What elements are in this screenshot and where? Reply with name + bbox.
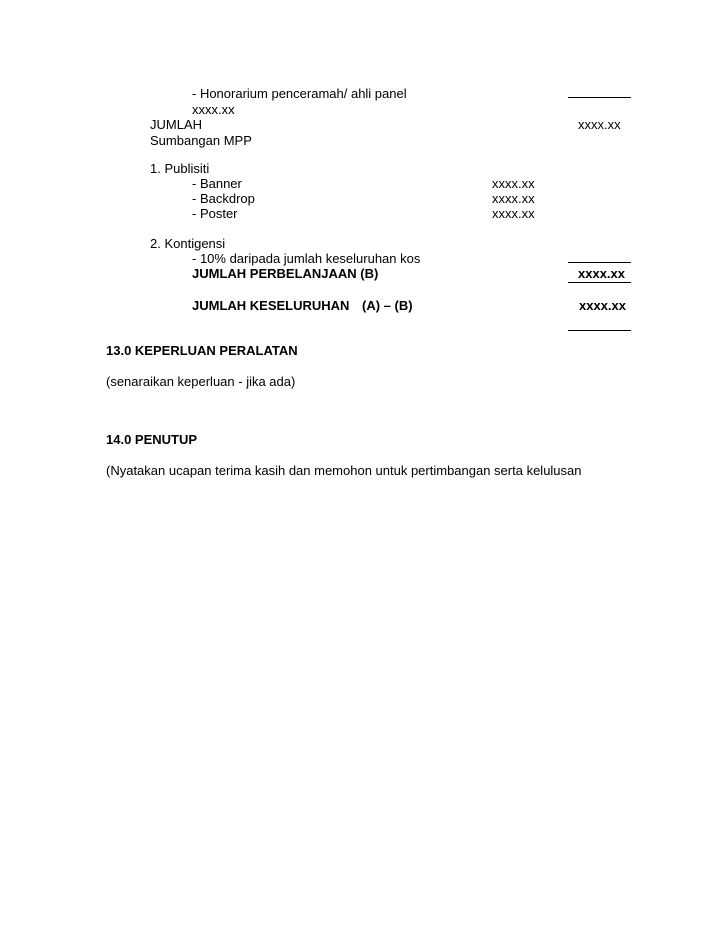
section-14-heading: 14.0 PENUTUP xyxy=(106,432,198,447)
keseluruhan-amount: xxxx.xx xyxy=(579,298,626,313)
underline-rule xyxy=(568,330,631,331)
sumbangan-label: Sumbangan MPP xyxy=(150,133,252,148)
section-13-body: (senaraikan keperluan - jika ada) xyxy=(106,374,296,389)
honorarium-amount: xxxx.xx xyxy=(192,102,235,117)
kontigensi-line: - 10% daripada jumlah keseluruhan kos xyxy=(192,251,421,266)
publisiti-item-banner-amount: xxxx.xx xyxy=(492,176,535,191)
publisiti-item-poster-amount: xxxx.xx xyxy=(492,206,535,221)
publisiti-item-backdrop-amount: xxxx.xx xyxy=(492,191,535,206)
perbelanjaan-amount: xxxx.xx xyxy=(578,266,625,281)
underline-rule xyxy=(568,282,631,283)
underline-rule xyxy=(568,262,631,263)
section-13-heading: 13.0 KEPERLUAN PERALATAN xyxy=(106,343,298,358)
kontigensi-heading: 2. Kontigensi xyxy=(150,236,226,251)
publisiti-heading: 1. Publisiti xyxy=(150,161,210,176)
perbelanjaan-label: JUMLAH PERBELANJAAN (B) xyxy=(192,266,379,281)
keseluruhan-label: JUMLAH KESELURUHAN xyxy=(192,298,350,313)
underline-rule xyxy=(568,97,631,98)
publisiti-item-banner: - Banner xyxy=(192,176,242,191)
jumlah-label: JUMLAH xyxy=(150,117,203,132)
keseluruhan-formula: (A) – (B) xyxy=(362,298,413,313)
jumlah-amount: xxxx.xx xyxy=(578,117,621,132)
honorarium-line: - Honorarium penceramah/ ahli panel xyxy=(192,86,407,101)
publisiti-item-backdrop: - Backdrop xyxy=(192,191,255,206)
publisiti-item-poster: - Poster xyxy=(192,206,238,221)
section-14-body: (Nyatakan ucapan terima kasih dan memohon untuk pertimbangan serta kelulusan xyxy=(106,463,582,478)
